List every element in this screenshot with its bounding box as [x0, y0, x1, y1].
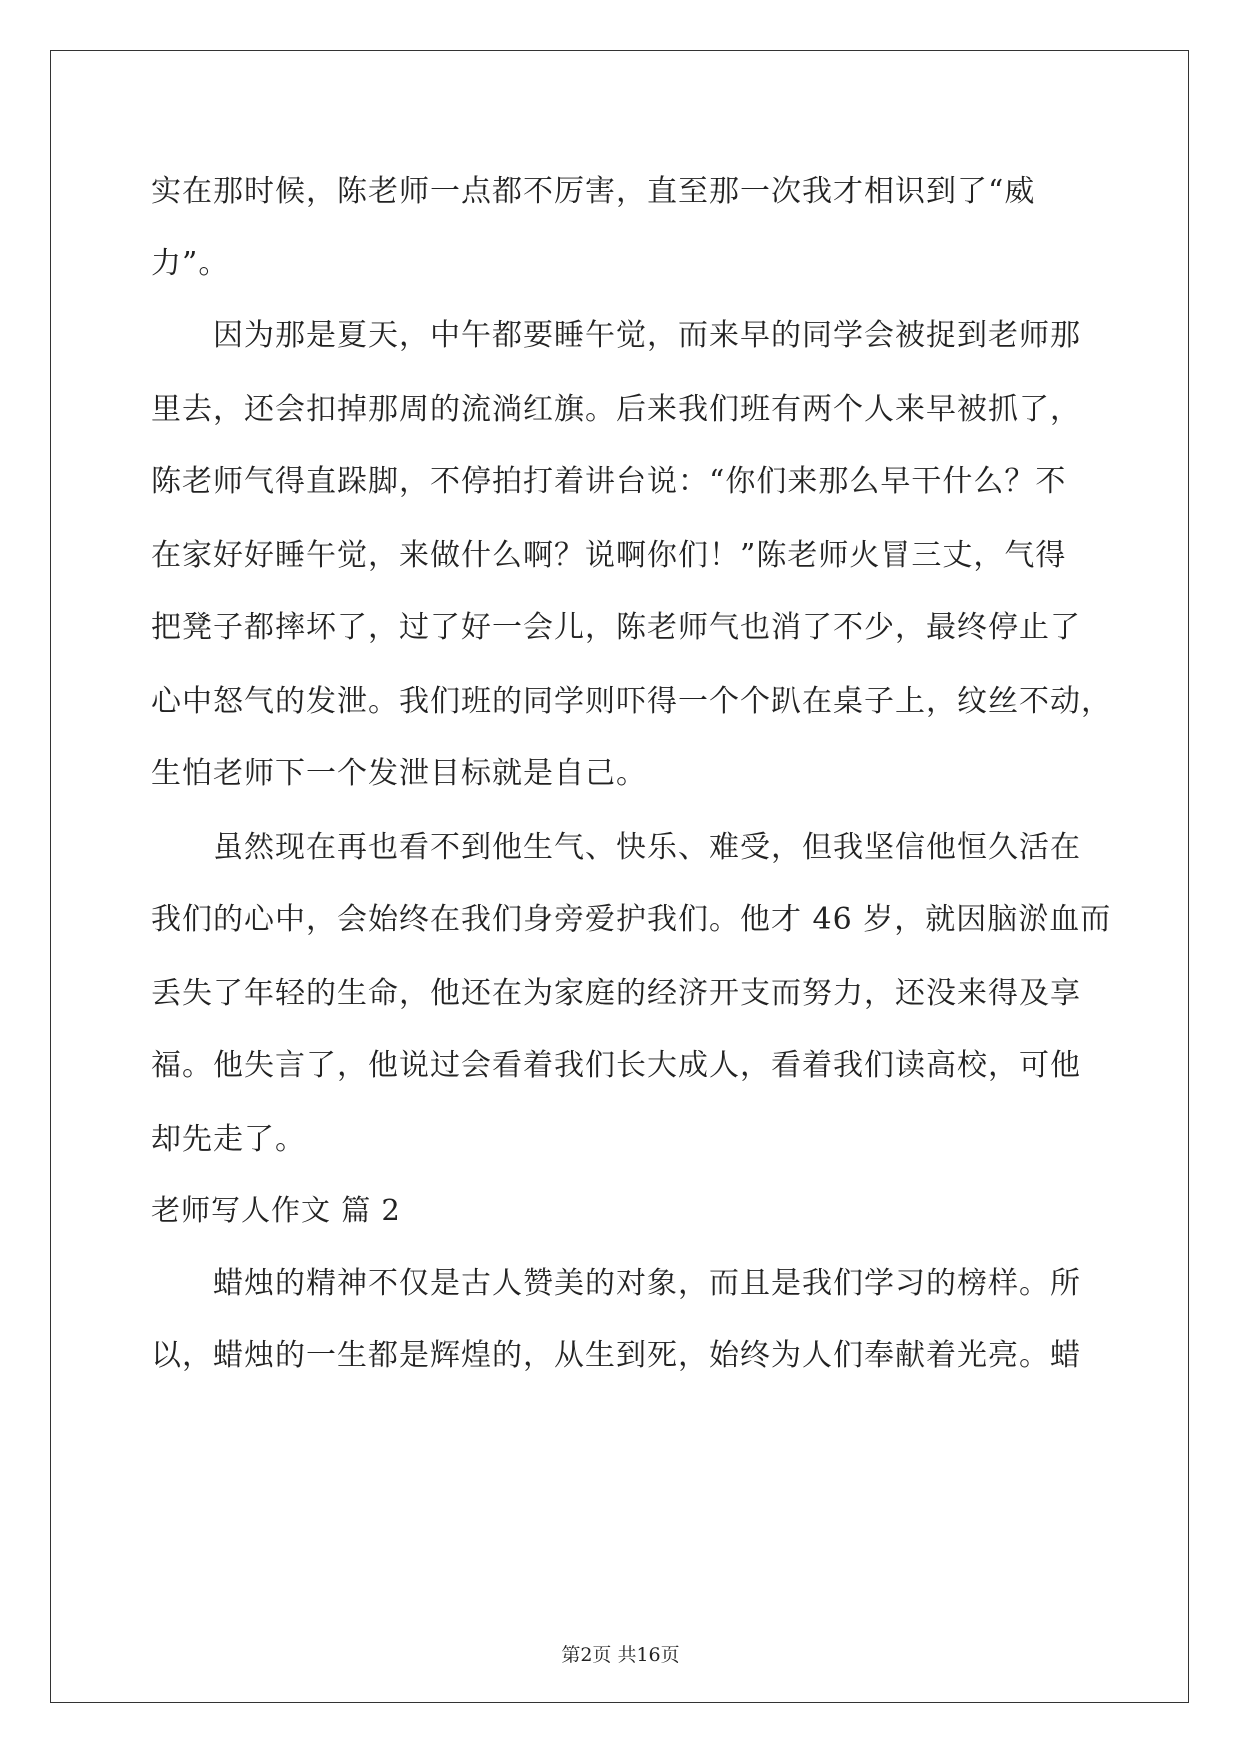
text-line: 蜡烛的精神不仅是古人赞美的对象，而且是我们学习的榜样。所	[213, 1266, 1081, 1301]
text-line: 里去，还会扣掉那周的流淌红旗。后来我们班有两个人来早被抓了，	[151, 392, 1081, 427]
text-line: 心中怒气的发泄。我们班的同学则吓得一个个趴在桌子上，纹丝不动，	[151, 684, 1112, 719]
text-line: 力”。	[151, 246, 230, 281]
text-line: 把凳子都摔坏了，过了好一会儿，陈老师气也消了不少，最终停止了	[151, 610, 1081, 645]
text-line: 丢失了年轻的生命，他还在为家庭的经济开支而努力，还没来得及享	[151, 976, 1081, 1011]
page-border	[50, 50, 1189, 1703]
text-line: 实在那时候，陈老师一点都不厉害，直至那一次我才相识到了“威	[151, 174, 1036, 209]
text-line: 福。他失言了，他说过会看着我们长大成人，看着我们读高校，可他	[151, 1048, 1081, 1083]
section-heading: 老师写人作文 篇 2	[151, 1193, 401, 1227]
text-line: 以，蜡烛的一生都是辉煌的，从生到死，始终为人们奉献着光亮。蜡	[151, 1338, 1081, 1373]
text-line: 因为那是夏天，中午都要睡午觉，而来早的同学会被捉到老师那	[213, 318, 1081, 353]
text-line: 生怕老师下一个发泄目标就是自己。	[151, 756, 647, 791]
text-line: 陈老师气得直跺脚，不停拍打着讲台说：“你们来那么早干什么？不	[151, 464, 1067, 499]
text-line: 却先走了。	[151, 1122, 306, 1157]
text-line: 在家好好睡午觉，来做什么啊？说啊你们！”陈老师火冒三丈，气得	[151, 538, 1067, 573]
text-line: 虽然现在再也看不到他生气、快乐、难受，但我坚信他恒久活在	[213, 830, 1081, 865]
text-line: 我们的心中，会始终在我们身旁爱护我们。他才 46 岁，就因脑淤血而	[151, 902, 1112, 937]
page-number-footer: 第2页 共16页	[561, 1644, 680, 1666]
